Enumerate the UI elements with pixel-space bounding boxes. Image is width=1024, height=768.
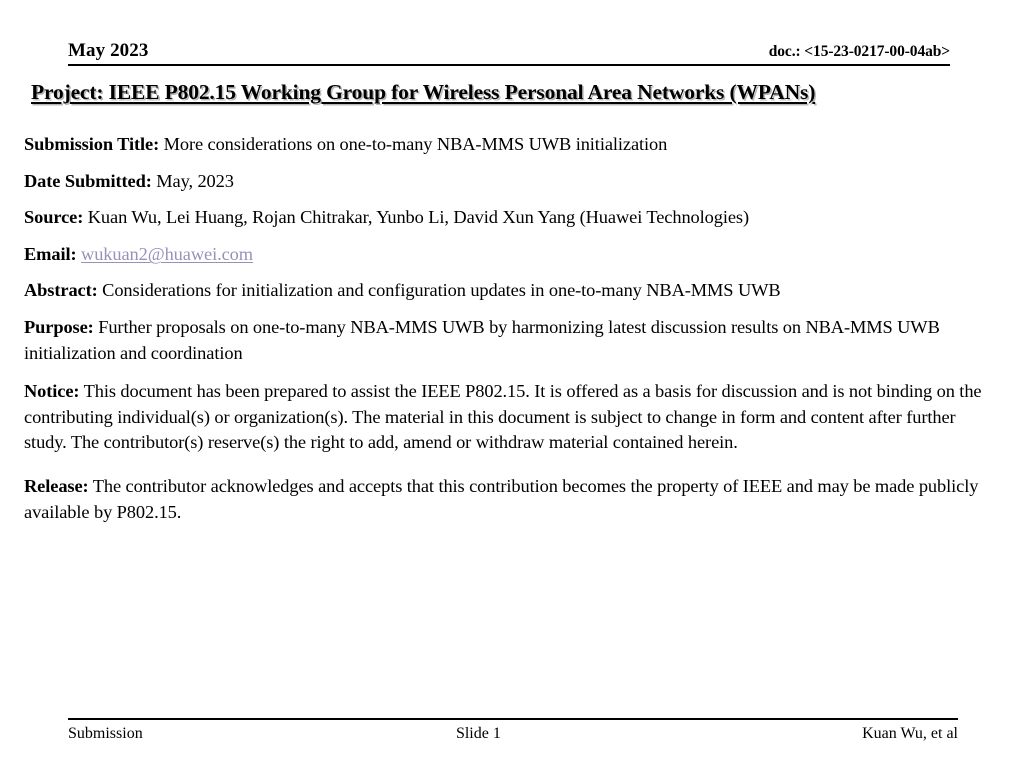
header-date: May 2023 <box>68 40 149 61</box>
footer-author: Kuan Wu, et al <box>862 725 958 742</box>
slide-header <box>68 40 950 66</box>
submission-title-value: More considerations on one-to-many NBA-MMS UWB initialization <box>159 134 668 154</box>
body-content <box>24 132 1002 536</box>
source-line <box>24 205 1002 231</box>
release-line <box>24 474 1002 525</box>
release-label: Release: <box>24 475 89 496</box>
email-label: Email: <box>24 243 77 264</box>
footer-slide-number: Slide 1 <box>455 725 501 742</box>
slide-footer <box>68 718 958 744</box>
date-submitted-value: May, 2023 <box>151 170 234 191</box>
email-link[interactable]: wukuan2@huawei.com <box>81 243 253 264</box>
notice-value: This document has been prepared to assist the IEEE P802.15. It is offered as a basis for discussion and is not binding on the contributing individual(s) or organization(s). The material in this document is subject to change in form and content after further study. The contributor(s) reserve(s) the right to add, amend or withdraw material contained herein. <box>24 381 982 453</box>
purpose-label: Purpose: <box>24 316 94 337</box>
source-label: Source: <box>24 207 84 228</box>
email-line <box>24 242 1002 268</box>
date-submitted-line <box>24 169 1002 195</box>
purpose-line <box>24 315 1002 366</box>
notice-label: Notice: <box>24 381 80 402</box>
notice-line <box>24 379 1002 456</box>
release-value: The contributor acknowledges and accepts that this contribution becomes the property of IEEE and may be made publicly available by P802.15. <box>24 475 979 522</box>
abstract-label: Abstract: <box>24 280 98 301</box>
header-doc-number: doc.: <15-23-0217-00-04ab> <box>768 43 950 60</box>
abstract-value: Considerations for initialization and configuration updates in one-to-many NBA-MMS UWB <box>97 280 781 301</box>
source-value: Kuan Wu, Lei Huang, Rojan Chitrakar, Yunbo Li, David Xun Yang (Huawei Technologies) <box>83 207 749 228</box>
footer-submission-label: Submission <box>68 725 143 742</box>
purpose-value: Further proposals on one-to-many NBA-MMS UWB by harmonizing latest discussion results on NBA-MMS UWB initialization and coordination <box>24 316 940 363</box>
date-submitted-label: Date Submitted: <box>24 170 152 191</box>
page-title: Project: IEEE P802.15 Working Group for Wireless Personal Area Networks (WPANs) <box>31 80 816 104</box>
submission-title-label: Submission Title: <box>24 134 160 154</box>
submission-title-line <box>24 132 1002 158</box>
abstract-line <box>24 278 1002 304</box>
